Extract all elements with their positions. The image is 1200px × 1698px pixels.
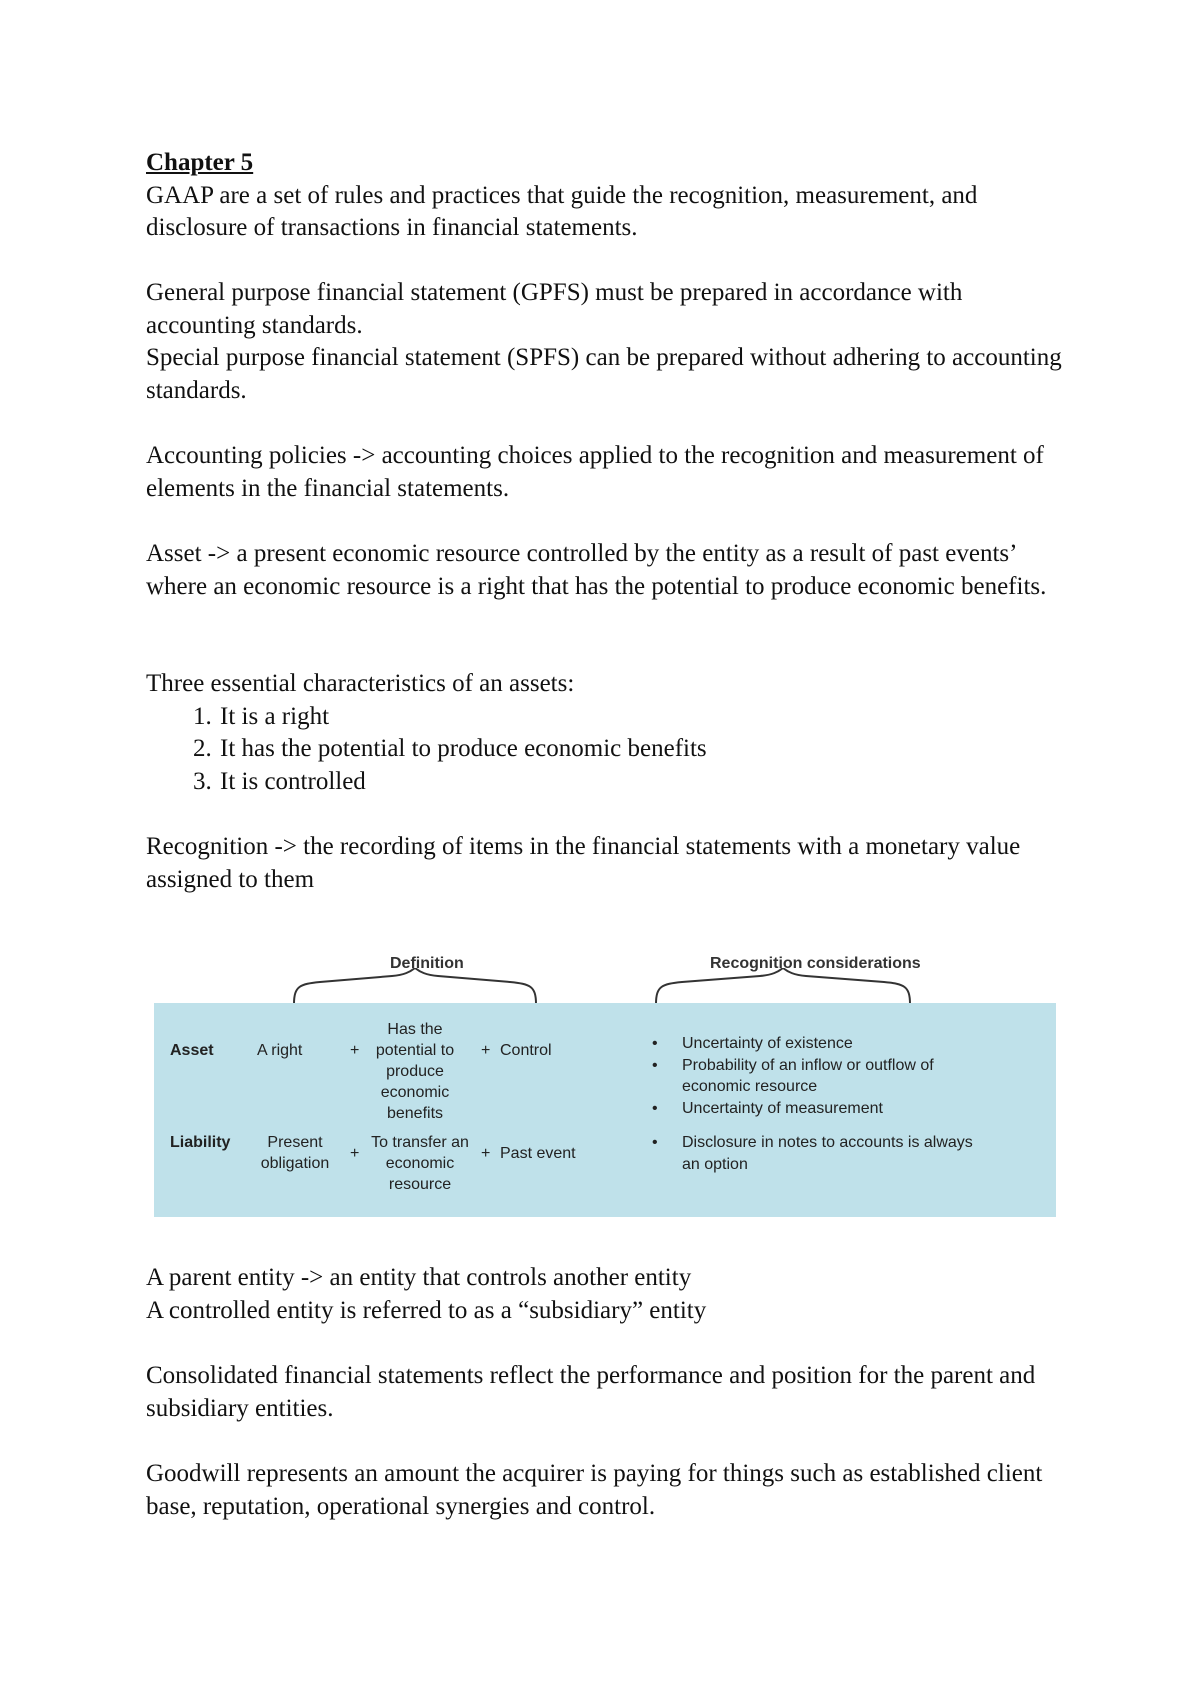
list-item: • Disclosure in notes to accounts is always an option	[648, 1132, 988, 1175]
intro-section	[146, 147, 1076, 245]
controlled-paragraph: A controlled entity is referred to as a “subsidiary” entity	[146, 1296, 707, 1324]
definition-label: Definition	[390, 955, 464, 972]
liability-plus-2: +	[481, 1145, 491, 1162]
policies-section	[146, 440, 1076, 505]
recognition-brace	[656, 968, 910, 1004]
liability-part-past-event: Past event	[500, 1145, 576, 1162]
asset-paragraph: Asset -> a present economic resource controlled by the entity as a result of past events’ where an economic resource is a right that has the potential to produce economic benefits.	[146, 540, 1047, 600]
characteristics-intro: Three essential characteristics of an assets:	[146, 670, 575, 697]
recognition-section	[146, 831, 1076, 896]
goodwill-section	[146, 1458, 1076, 1523]
list-item: • Probability of an inflow or outflow of economic resource	[648, 1055, 948, 1098]
list-item: 1. It is a right	[218, 701, 1076, 734]
asset-plus-2: +	[481, 1042, 491, 1059]
list-item: • Uncertainty of measurement	[648, 1098, 948, 1120]
liability-part-obligation: Present obligation	[260, 1134, 330, 1172]
characteristics-section	[146, 668, 1076, 798]
spfs-paragraph: Special purpose financial statement (SPFS) can be prepared without adhering to accounting standards.	[146, 344, 1062, 404]
liability-part-transfer: To transfer an economic resource	[371, 1134, 469, 1193]
chapter-heading: Chapter 5	[146, 149, 254, 176]
asset-row-label: Asset	[170, 1042, 214, 1059]
recognition-paragraph: Recognition -> the recording of items in the financial statements with a monetary value assigned to them	[146, 833, 1021, 893]
list-item: 2. It has the potential to produce economic benefits	[218, 733, 1076, 766]
liability-plus-1: +	[350, 1145, 360, 1162]
gpfs-paragraph: General purpose financial statement (GPFS) must be prepared in accordance with accounting standards.	[146, 279, 963, 339]
asset-considerations	[648, 1033, 948, 1119]
asset-plus-1: +	[350, 1042, 360, 1059]
goodwill-paragraph: Goodwill represents an amount the acquirer is paying for things such as established client base, reputation, operational synergies and control.	[146, 1460, 1043, 1520]
gaap-paragraph: GAAP are a set of rules and practices that guide the recognition, measurement, and disclosure of transactions in financial statements.	[146, 181, 978, 241]
consolidated-section	[146, 1360, 1076, 1425]
recognition-considerations-label: Recognition considerations	[710, 955, 921, 972]
definition-brace	[294, 968, 536, 1004]
parent-paragraph: A parent entity -> an entity that controls another entity	[146, 1264, 692, 1291]
policies-paragraph: Accounting policies -> accounting choices applied to the recognition and measurement of elements in the financial statements.	[146, 442, 1044, 502]
liability-row-label: Liability	[170, 1134, 231, 1151]
asset-part-control: Control	[500, 1042, 552, 1059]
characteristics-list	[146, 701, 1076, 799]
braces	[150, 968, 1060, 1008]
asset-section	[146, 538, 1076, 603]
gpfs-section	[146, 277, 1076, 407]
asset-part-right: A right	[257, 1042, 303, 1059]
asset-liability-diagram	[150, 940, 1060, 1220]
list-item: 3. It is controlled	[218, 766, 1076, 799]
list-item: • Uncertainty of existence	[648, 1033, 948, 1055]
entity-section	[146, 1262, 1076, 1327]
asset-part-potential: Has the potential to produce economic benefits	[375, 1021, 455, 1122]
liability-considerations	[648, 1132, 988, 1175]
consolidated-paragraph: Consolidated financial statements reflect the performance and position for the parent and subsidiary entities.	[146, 1362, 1036, 1422]
